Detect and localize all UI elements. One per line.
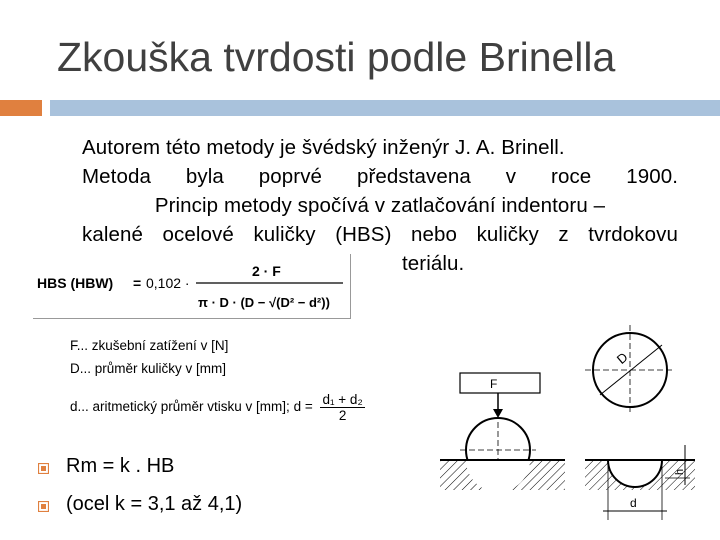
paragraph-line-4: kalené ocelové kuličky (HBS) nebo kuličky z tvrdokovu <box>82 223 678 246</box>
force-label: F <box>490 377 498 391</box>
bullet-text: (ocel k = 3,1 až 4,1) <box>66 493 243 515</box>
legend-ball-diameter: D... průměr kuličky v [mm] <box>70 361 227 376</box>
formula-numerator: 2 · F <box>252 263 281 279</box>
brinell-indentation-drawing <box>440 325 710 530</box>
slide-title: Zkouška tvrdosti podle Brinella <box>57 34 616 80</box>
variable-legend <box>70 334 365 423</box>
legend-force: F... zkušební zatížení v [N] <box>70 338 229 353</box>
formula-lhs: HBS (HBW) <box>37 275 114 291</box>
paragraph-line-2: Metoda byla poprvé představena v roce 1900. <box>82 165 678 188</box>
legend-d-formula-den: 2 <box>338 408 347 423</box>
ball-diameter-label: D <box>613 349 631 367</box>
ball-diagram-icon <box>585 325 675 415</box>
force-arrow-icon <box>460 373 540 418</box>
paragraph-line-5: teriálu. <box>402 252 465 275</box>
paragraph-line-1: Autorem této metody je švédský inženýr J. A. Brinell. <box>82 136 565 159</box>
paragraph-line-3: Princip metody spočívá v zatlačování indentoru – <box>154 194 606 217</box>
formula-coefficient: 0,102 · <box>146 275 190 291</box>
brinell-formula <box>33 254 351 319</box>
formula-eq: = <box>133 275 142 291</box>
bullet-square-icon <box>38 463 49 474</box>
indent-diameter-label: d <box>630 496 637 510</box>
formula-denominator: π · D · (D − √(D² − d²)) <box>198 295 330 310</box>
accent-bar-blue <box>50 100 720 116</box>
legend-indent-diameter: d... aritmetický průměr vtisku v [mm]; <box>70 399 290 415</box>
legend-d-formula-lhs: d = <box>293 399 313 415</box>
depth-label: h <box>674 468 686 475</box>
bullet-text: Rm = k . HB <box>66 455 175 477</box>
bullet-square-icon <box>38 501 49 512</box>
legend-d-formula-num: d₁ + d₂ <box>322 392 363 407</box>
accent-bar-orange <box>0 100 42 116</box>
